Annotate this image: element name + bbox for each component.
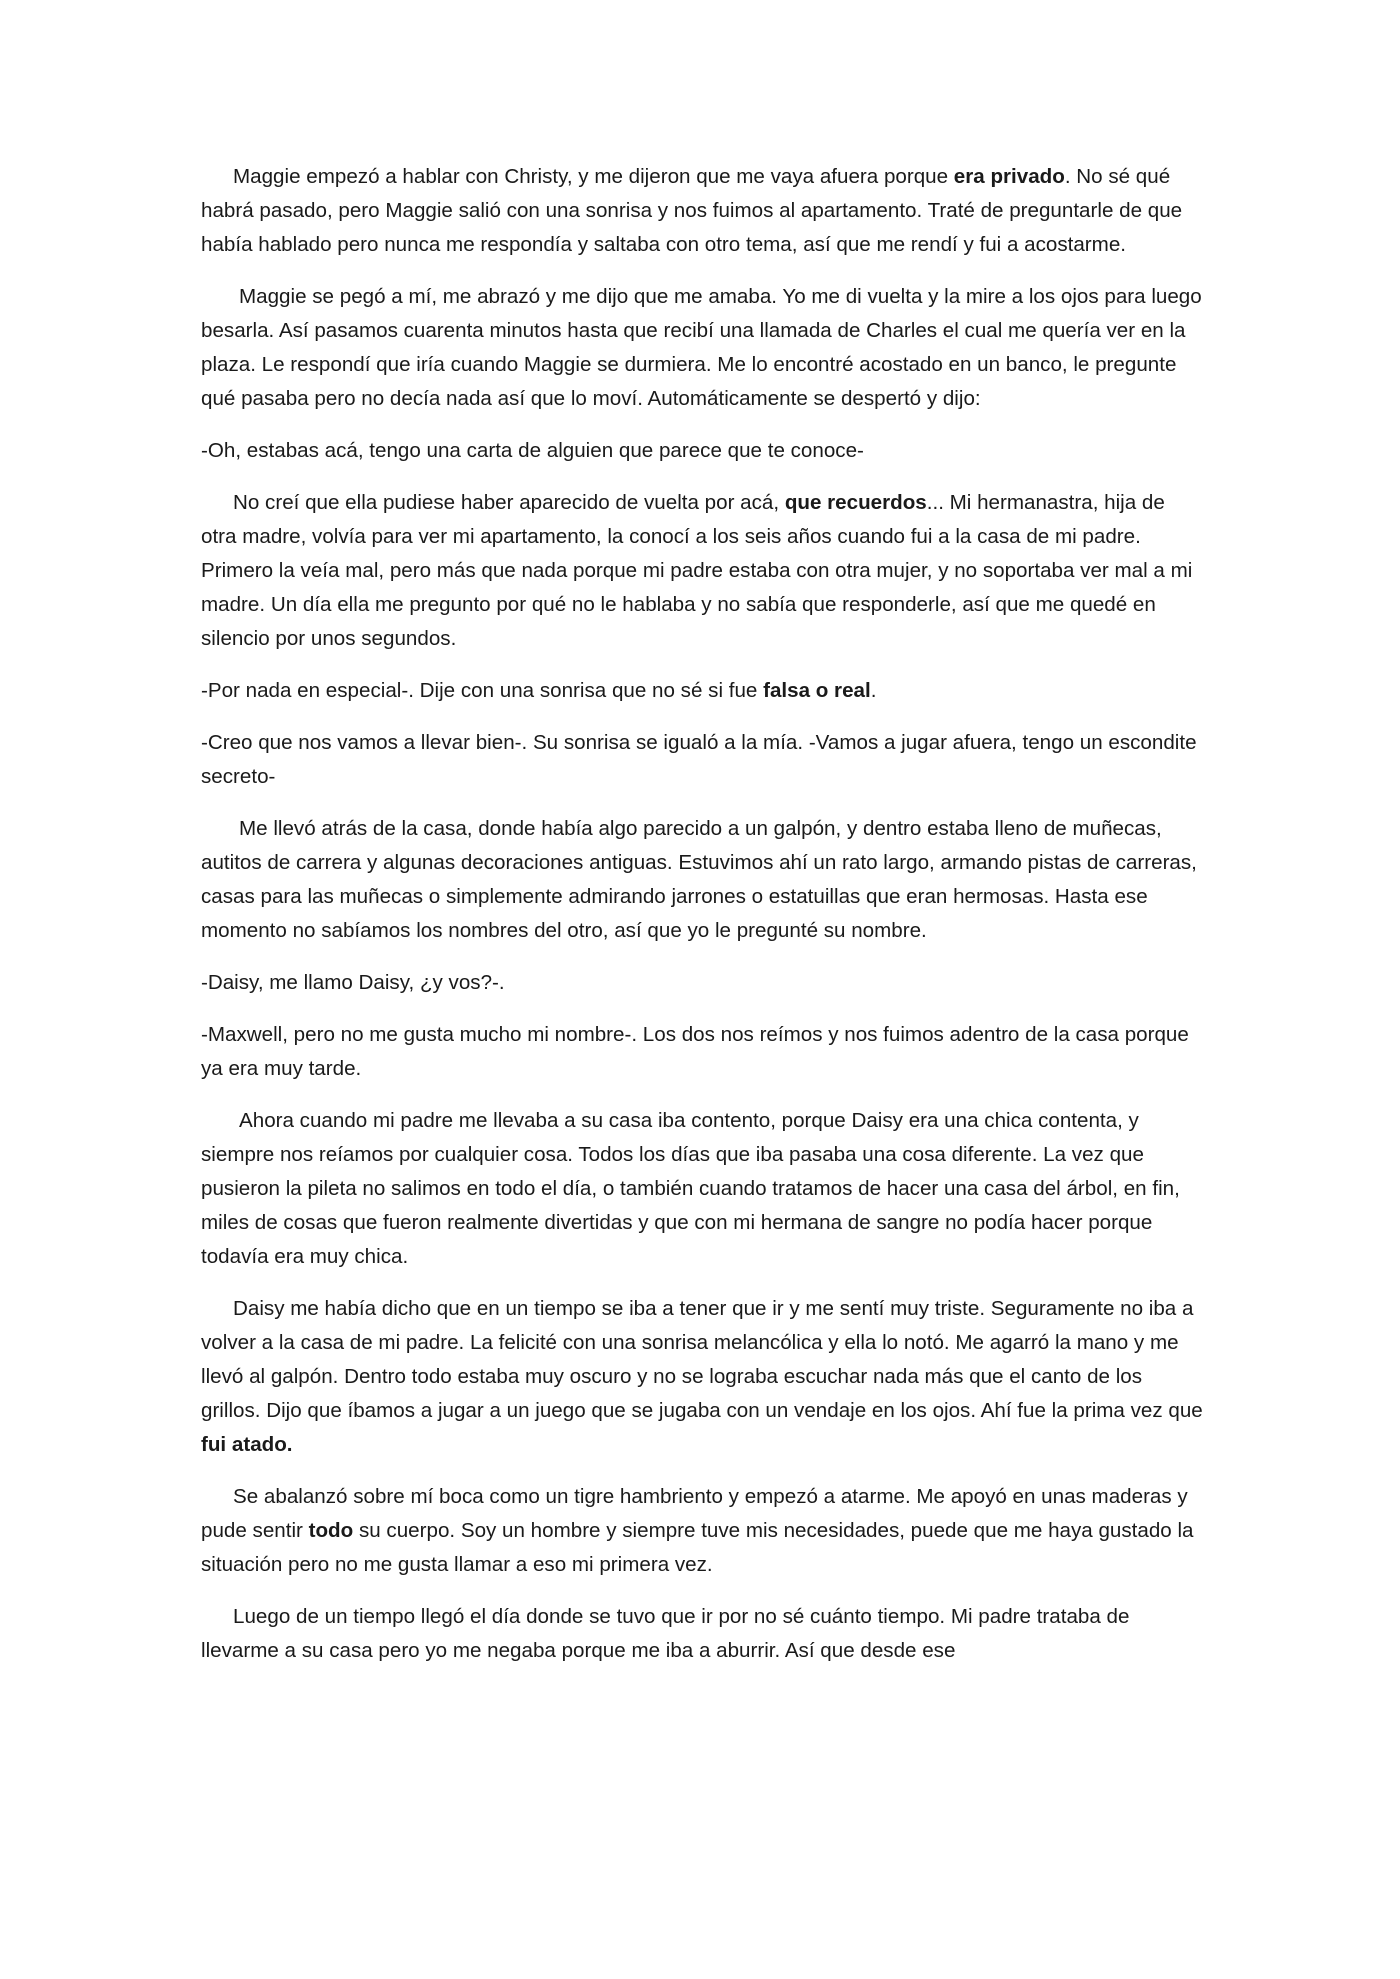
paragraph-text: . No sé qué habrá pasado, pero Maggie salió con una sonrisa y nos fuimos al apartamento. Traté de preguntarle de que había hablado pero nunca me respondía y saltaba con otro tema, así que me rendí y fui a acostarme. <box>201 165 1183 256</box>
paragraph-text: su cuerpo. Soy un hombre y siempre tuve mis necesidades, puede que me haya gustado la situación pero no me gusta llamar a eso mi primera vez. <box>201 1519 1194 1576</box>
paragraph-text: Me llevó atrás de la casa, donde había algo parecido a un galpón, y dentro estaba lleno de muñecas, autitos de carrera y algunas decoraciones antiguas. Estuvimos ahí un rato largo, armando pistas de carreras, casas para las muñecas o simplemente admirando jarrones o estatuillas que eran hermosas. Hasta ese momento no sabíamos los nombres del otro, así que yo le pregunté su nombre. <box>201 817 1197 942</box>
bold-text: era privado <box>953 165 1065 188</box>
paragraph <box>201 674 1203 708</box>
bold-text: falsa o real <box>763 679 871 702</box>
paragraph-text: Maggie se pegó a mí, me abrazó y me dijo que me amaba. Yo me di vuelta y la mire a los ojos para luego besarla. Así pasamos cuarenta minutos hasta que recibí una llamada de Charles el cual me quería ver en la plaza. Le respondí que iría cuando Maggie se durmiera. Me lo encontré acostado en un banco, le pregunte qué pasaba pero no decía nada así que lo moví. Automáticamente se despertó y dijo: <box>201 285 1202 410</box>
body-text <box>201 160 1203 1686</box>
paragraph-text: ... Mi hermanastra, hija de otra madre, volvía para ver mi apartamento, la conocí a los seis años cuando fui a la casa de mi padre. Primero la veía mal, pero más que nada porque mi padre estaba con otra mujer, y no soportaba ver mal a mi madre. Un día ella me pregunto por qué no le hablaba y no sabía que responderle, así que me quedé en silencio por unos segundos. <box>201 491 1193 650</box>
paragraph-text: Luego de un tiempo llegó el día donde se tuvo que ir por no sé cuánto tiempo. Mi padre trataba de llevarme a su casa pero yo me negaba porque me iba a aburrir. Así que desde ese <box>201 1605 1130 1662</box>
paragraph <box>201 812 1203 948</box>
paragraph <box>201 726 1203 794</box>
paragraph-text: No creí que ella pudiese haber aparecido de vuelta por acá, <box>233 491 785 514</box>
paragraph-text: -Oh, estabas acá, tengo una carta de alguien que parece que te conoce- <box>201 439 864 462</box>
paragraph-text: Ahora cuando mi padre me llevaba a su casa iba contento, porque Daisy era una chica contenta, y siempre nos reíamos por cualquier cosa. Todos los días que iba pasaba una cosa diferente. La vez que pusieron la pileta no salimos en todo el día, o también cuando tratamos de hacer una casa del árbol, en fin, miles de cosas que fueron realmente divertidas y que con mi hermana de sangre no podía hacer porque todavía era muy chica. <box>201 1109 1180 1268</box>
paragraph <box>201 160 1203 262</box>
paragraph <box>201 1018 1203 1086</box>
bold-text: todo <box>308 1519 354 1542</box>
paragraph <box>201 434 1203 468</box>
paragraph <box>201 1104 1203 1274</box>
paragraph <box>201 486 1203 656</box>
paragraph <box>201 966 1203 1000</box>
paragraph-text: Daisy me había dicho que en un tiempo se iba a tener que ir y me sentí muy triste. Seguramente no iba a volver a la casa de mi padre. La felicité con una sonrisa melancólica y ella lo notó. Me agarró la mano y me llevó al galpón. Dentro todo estaba muy oscuro y no se lograba escuchar nada más que el canto de los grillos. Dijo que íbamos a jugar a un juego que se jugaba con un vendaje en los ojos. Ahí fue la prima vez que <box>201 1297 1203 1422</box>
bold-text: fui atado. <box>201 1433 293 1456</box>
paragraph <box>201 1292 1203 1462</box>
paragraph <box>201 280 1203 416</box>
paragraph-text: -Daisy, me llamo Daisy, ¿y vos?-. <box>201 971 505 994</box>
paragraph <box>201 1600 1203 1668</box>
paragraph <box>201 1480 1203 1582</box>
paragraph-text: -Maxwell, pero no me gusta mucho mi nombre-. Los dos nos reímos y nos fuimos adentro de la casa porque ya era muy tarde. <box>201 1023 1189 1080</box>
paragraph-text: -Creo que nos vamos a llevar bien-. Su sonrisa se igualó a la mía. -Vamos a jugar afuera, tengo un escondite secreto- <box>201 731 1197 788</box>
bold-text: que recuerdos <box>784 491 927 514</box>
paragraph-text: Maggie empezó a hablar con Christy, y me dijeron que me vaya afuera porque <box>233 165 954 188</box>
paragraph-text: Se abalanzó sobre mí boca como un tigre hambriento y empezó a atarme. Me apoyó en unas maderas y pude sentir <box>201 1485 1188 1542</box>
paragraph-text: . <box>870 679 877 702</box>
paragraph-text: -Por nada en especial-. Dije con una sonrisa que no sé si fue <box>201 679 764 702</box>
